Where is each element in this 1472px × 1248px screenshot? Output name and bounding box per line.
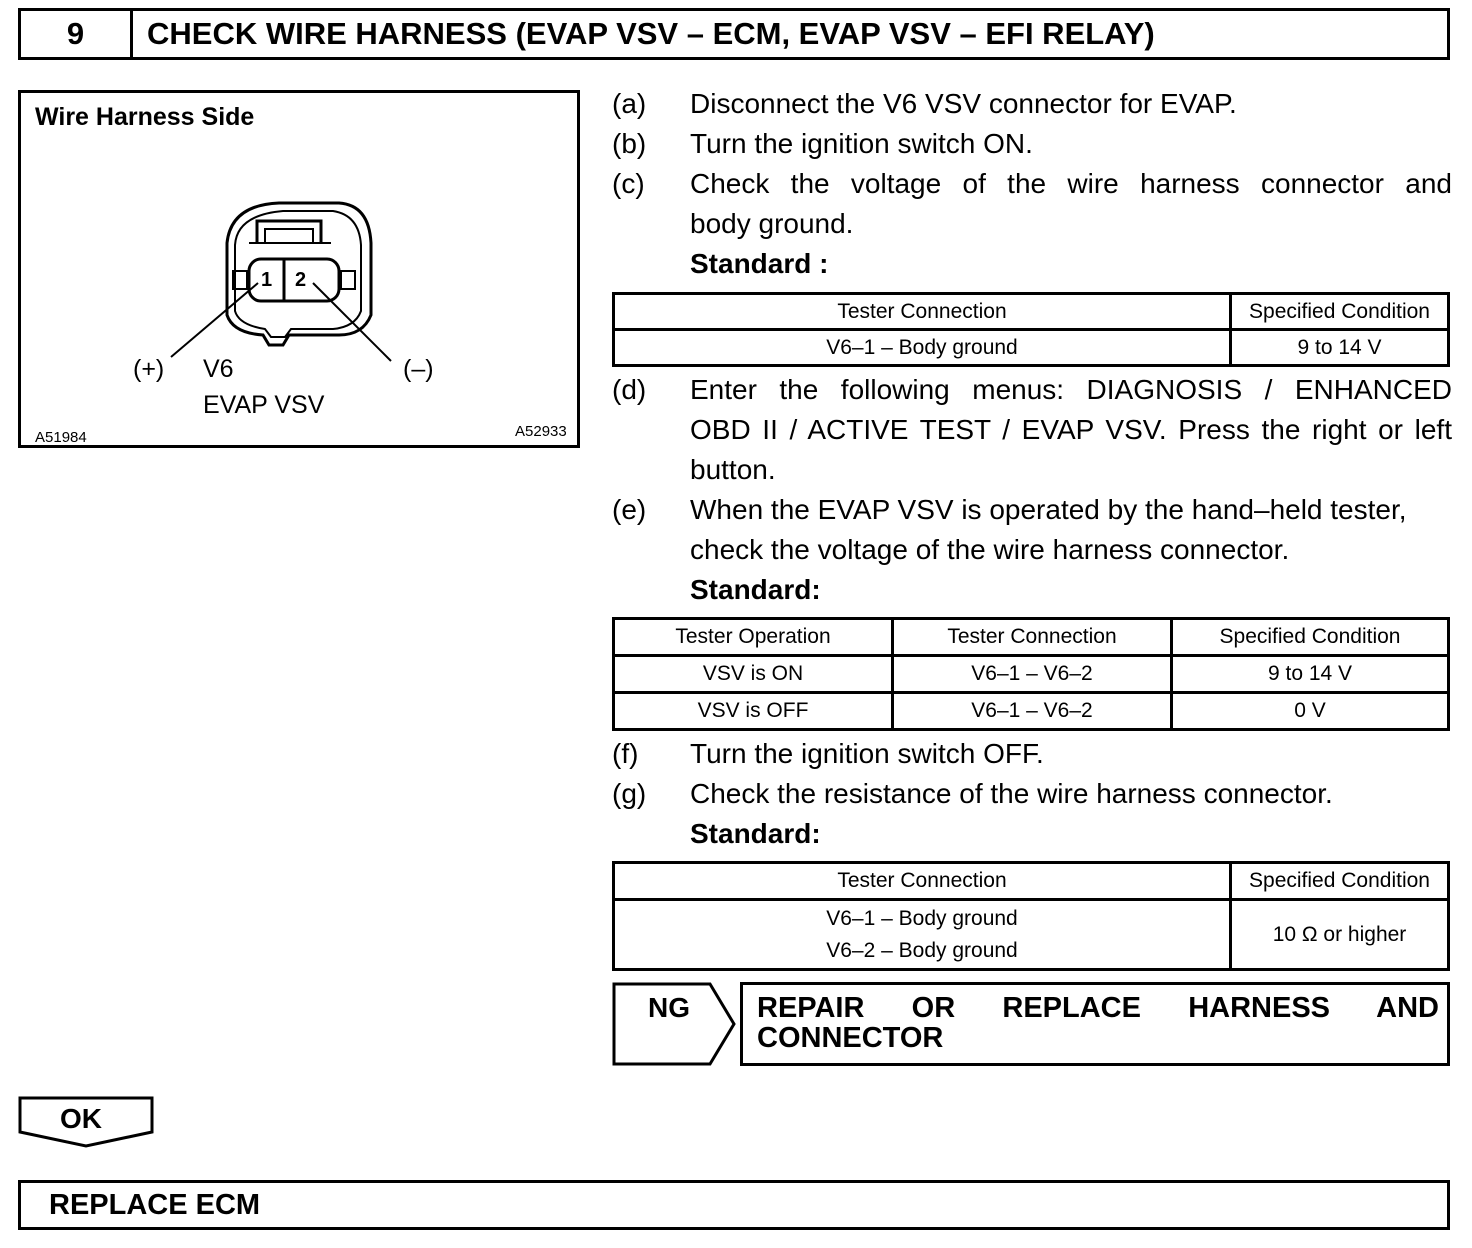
step-header <box>18 8 1450 60</box>
step-e-letter: (e) <box>612 494 647 525</box>
step-b-text: Turn the ignition switch ON. <box>690 128 1033 159</box>
table-2-header-connection: Tester Connection <box>893 619 1172 656</box>
table-1-header-connection: Tester Connection <box>614 294 1231 330</box>
step-c-line-1: Check the voltage of the wire harness connector and <box>690 168 1452 199</box>
table-1-header-condition: Specified Condition <box>1231 294 1449 330</box>
positive-terminal-label: (+) <box>133 355 165 383</box>
table-3-cell-condition: 10 Ω or higher <box>1231 900 1449 970</box>
standard-label-1: Standard : <box>690 248 829 279</box>
step-a-letter: (a) <box>612 88 647 119</box>
negative-terminal-label: (–) <box>403 355 434 383</box>
ng-label: NG <box>648 992 690 1023</box>
voltage-table-1 <box>612 292 1450 367</box>
step-g-letter: (g) <box>612 778 647 809</box>
connector-name: EVAP VSV <box>203 391 325 419</box>
replace-ecm-box <box>18 1180 1450 1230</box>
table-2-header-condition: Specified Condition <box>1172 619 1449 656</box>
table-1-cell-connection: V6–1 – Body ground <box>614 330 1231 366</box>
table-2-cell-condition: 0 V <box>1172 693 1449 730</box>
table-2-cell-condition: 9 to 14 V <box>1172 656 1449 693</box>
step-b-letter: (b) <box>612 128 647 159</box>
step-e-line-2: check the voltage of the wire harness connector. <box>690 534 1290 565</box>
table-2-cell-operation: VSV is OFF <box>614 693 893 730</box>
table-3-header-condition: Specified Condition <box>1231 863 1449 900</box>
step-c-letter: (c) <box>612 168 645 199</box>
connector-figure <box>18 90 580 448</box>
pin-2-label: 2 <box>295 269 307 291</box>
connector-latch <box>257 221 321 243</box>
table-2-cell-operation: VSV is ON <box>614 656 893 693</box>
figure-title: Wire Harness Side <box>35 103 255 131</box>
figure-code-right: A52933 <box>515 423 567 440</box>
ok-label: OK <box>60 1103 102 1134</box>
pin-1-label: 1 <box>261 269 273 291</box>
step-d-line-3: button. <box>690 454 776 485</box>
table-2-cell-connection: V6–1 – V6–2 <box>893 656 1172 693</box>
step-a-text: Disconnect the V6 VSV connector for EVAP. <box>690 88 1237 119</box>
replace-ecm-text: REPLACE ECM <box>49 1189 261 1221</box>
step-number: 9 <box>21 11 133 57</box>
step-e-line-1: When the EVAP VSV is operated by the hand–held tester, <box>690 494 1407 525</box>
negative-leader-line <box>313 283 391 361</box>
table-row <box>614 656 1449 693</box>
step-title: CHECK WIRE HARNESS (EVAP VSV – ECM, EVAP VSV – EFI RELAY) <box>147 16 1155 51</box>
table-2-header-operation: Tester Operation <box>614 619 893 656</box>
standard-label-3: Standard: <box>690 818 821 849</box>
standard-label-2: Standard: <box>690 574 821 605</box>
step-c-line-2: body ground. <box>690 208 854 239</box>
table-3-header-connection: Tester Connection <box>614 863 1231 900</box>
step-g-text: Check the resistance of the wire harness connector. <box>690 778 1333 809</box>
table-3-connection-2: V6–2 – Body ground <box>826 938 1018 962</box>
figure-code-left: A51984 <box>35 429 87 446</box>
resistance-table <box>612 861 1450 971</box>
table-3-cell-connection <box>614 900 1231 970</box>
table-row <box>614 693 1449 730</box>
step-d-letter: (d) <box>612 374 647 405</box>
step-d-line-2: OBD II / ACTIVE TEST / EVAP VSV. Press the right or left <box>690 414 1452 445</box>
step-f-letter: (f) <box>612 738 639 769</box>
table-3-connection-1: V6–1 – Body ground <box>826 906 1018 930</box>
step-f-text: Turn the ignition switch OFF. <box>690 738 1044 769</box>
connector-code: V6 <box>203 355 234 383</box>
table-2-cell-connection: V6–1 – V6–2 <box>893 693 1172 730</box>
table-1-cell-condition: 9 to 14 V <box>1231 330 1449 366</box>
step-d-line-1: Enter the following menus: DIAGNOSIS / ENHANCED <box>690 374 1452 405</box>
ng-result-text: REPAIR OR REPLACE HARNESS AND CONNECTOR <box>757 992 1439 1054</box>
voltage-table-2 <box>612 617 1450 731</box>
positive-leader-line <box>171 283 258 357</box>
ng-result-box <box>740 982 1450 1066</box>
